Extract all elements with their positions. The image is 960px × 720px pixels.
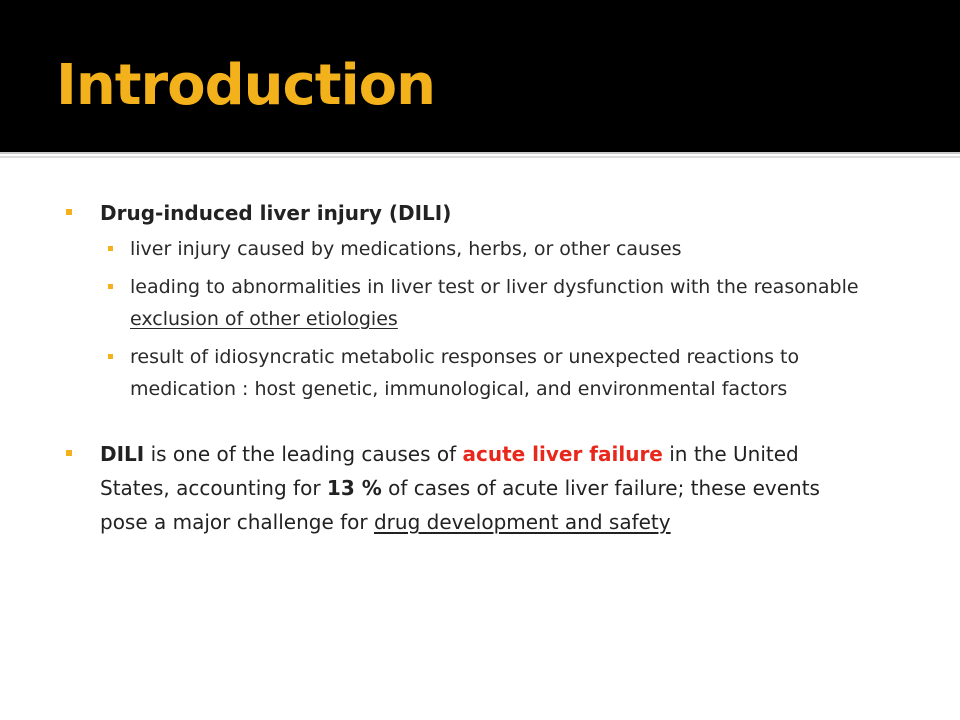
sub-bullet-text (130, 233, 920, 265)
statement-text: in the United States, accounting for (100, 442, 799, 500)
sub-bullet-square-icon (108, 284, 113, 289)
bullet-square-icon (66, 209, 72, 215)
bullet-square-icon (66, 450, 72, 456)
sub-bullet-2: leading to abnormalities in liver test or liver dysfunction with the reasonable (130, 276, 859, 298)
slide-title: Introduction (56, 53, 436, 118)
sub-bullet-text (130, 271, 890, 335)
underlined-phrase: exclusion of other etiologies (130, 308, 398, 330)
underlined-phrase: drug development and safety (373, 510, 671, 534)
dili-heading: Drug-induced liver injury (DILI) (100, 201, 452, 225)
sub-bullet-1: liver injury caused by medications, herbs, or other causes (130, 238, 682, 260)
statement-text: of cases of acute liver failure; these events pose a major challenge for (100, 476, 820, 534)
title-divider (0, 152, 960, 154)
percentage: 13 % (326, 476, 382, 500)
dili-abbrev: DILI (100, 442, 145, 466)
sub-bullet-text (130, 341, 910, 405)
sub-bullet-3: result of idiosyncratic metabolic responses or unexpected reactions to medication : host genetic, immunological, and environmental factors (130, 346, 800, 400)
bullet-heading (100, 196, 900, 230)
sub-bullet-square-icon (108, 246, 113, 251)
sub-bullet-square-icon (108, 354, 113, 359)
statement-text: is one of the leading causes of (144, 442, 463, 466)
title-divider-secondary (0, 156, 960, 158)
bullet-statement (100, 437, 870, 539)
acute-liver-failure-highlight: acute liver failure (462, 442, 663, 466)
